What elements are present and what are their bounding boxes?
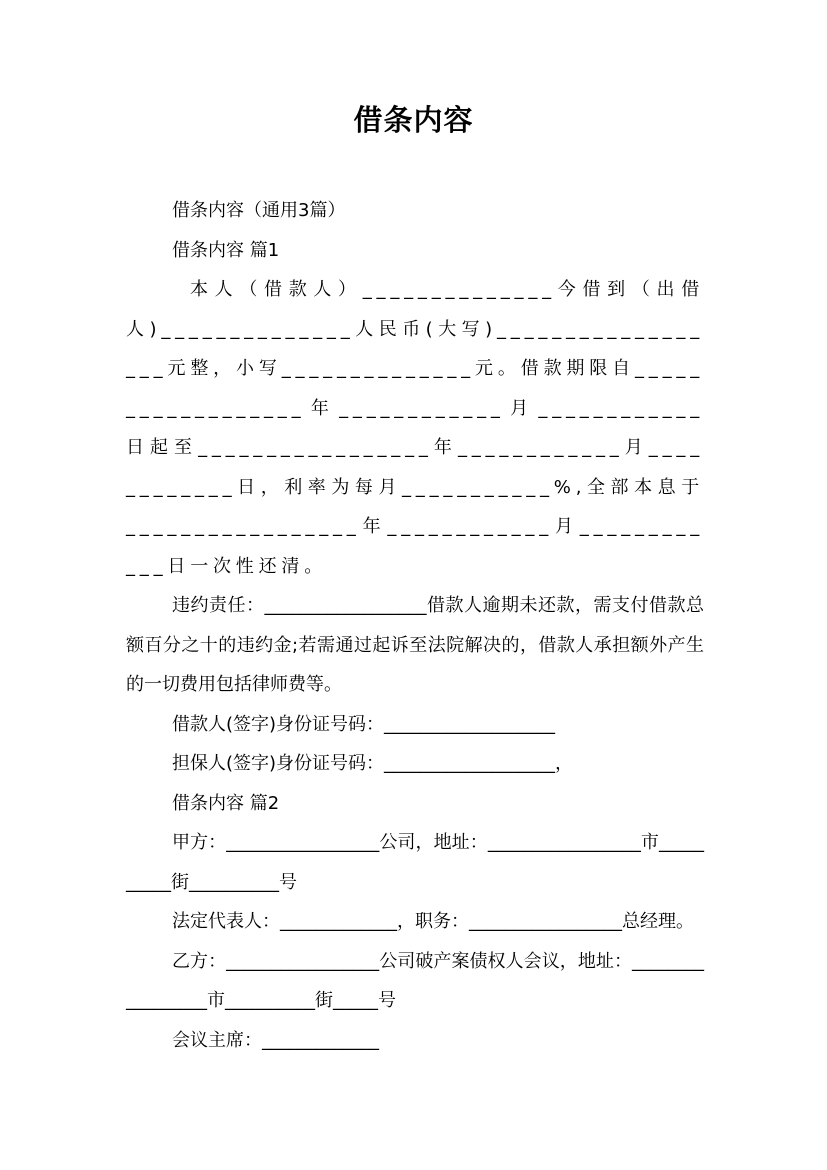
- paragraph-subtitle: 借条内容（通用3篇）: [172, 200, 346, 221]
- paragraph-section-2-heading: 借条内容 篇2: [172, 792, 280, 814]
- paragraph-borrower-signature: 借款人(签字)身份证号码：___________________: [172, 713, 556, 735]
- paragraph-legal-representative: 法定代表人：_____________，职务：_________________总经理。: [172, 911, 694, 932]
- document-body: [126, 191, 704, 1060]
- document-title: 借条内容: [353, 103, 474, 137]
- paragraph-section-1-heading: 借条内容 篇1: [172, 239, 280, 261]
- paragraph-guarantor-signature: 担保人(签字)身份证号码：___________________，: [172, 753, 574, 774]
- paragraph-liability: 违约责任：__________________借款人逾期未还款，需支付借款总额百分之十的违约金;若需通过起诉至法院解决的，借款人承担额外产生的一切费用包括律师费等。: [126, 595, 704, 695]
- paragraph-loan-terms: 本人（借款人）______________今借到（出借人)______________人民币(大写)__________________元整，小写______________元。借款期限自__________________年____________月____________日起至_________________年____________月____________日，利率为每月___________%,全部本息于_________________年____________月____________日一次性还清。: [126, 279, 704, 577]
- paragraph-meeting-chair: 会议主席：_____________: [172, 1029, 379, 1051]
- paragraph-party-b: 乙方：_________________公司破产案债权人会议，地址：_________________市__________街_____号: [126, 950, 704, 1011]
- paragraph-party-a: 甲方：_________________公司，地址：_________________市__________街__________号: [126, 832, 704, 893]
